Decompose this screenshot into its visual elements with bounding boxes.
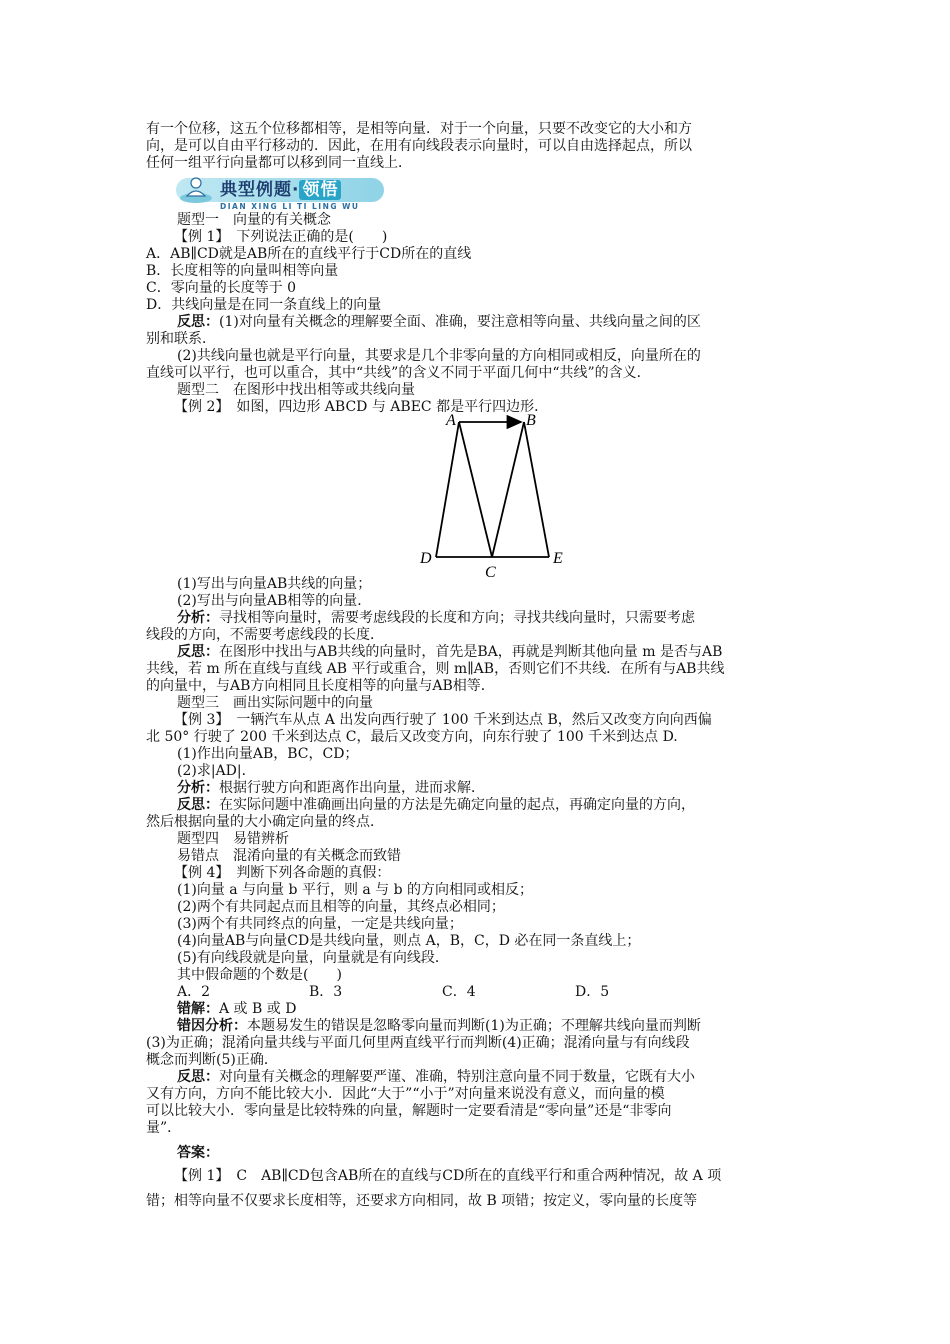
reflection-text: (1)对向量有关概念的理解要全面、准确，要注意相等向量、共线向量之间的区 — [219, 314, 701, 330]
t4-reflection-cont-3: 量”． — [146, 1120, 182, 1136]
banner-subtitle: DIAN XING LI TI LING WU — [220, 202, 360, 211]
analysis-text: 寻找相等向量时，需要考虑线段的长度和方向；寻找共线向量时，只需要考虑 — [219, 610, 695, 626]
reflection-label: 反思： — [177, 1069, 219, 1085]
t4-error-cause-cont-1: (3)为正确；混淆向量共线与平面几何里两直线平行而判断(4)正确；混淆向量与有向线段 — [146, 1035, 690, 1051]
point-d-label: D — [420, 550, 432, 567]
t1-heading: 题型一 向量的有关概念 — [177, 212, 331, 228]
example-4: 【例 4】 判断下列各命题的真假： — [174, 865, 391, 881]
error-cause-text: 本题易发生的错误是忽略零向量而判断(1)为正确；不理解共线向量而判断 — [247, 1018, 701, 1034]
example-2-question-2: (2)写出与向量AB相等的向量． — [177, 593, 372, 609]
reading-figure-icon — [178, 174, 214, 204]
reflection-label: 反思： — [177, 797, 219, 813]
example-3-question-2: (2)求|AD|． — [177, 763, 256, 779]
choice-d: D．5 — [575, 984, 610, 1000]
example-4-item-4: (4)向量AB与向量CD是共线向量，则点 A，B，C，D 必在同一条直线上； — [177, 933, 641, 949]
segment-be — [524, 422, 549, 557]
segment-ad — [436, 422, 459, 557]
intro-line-3: 任何一组平行向量都可以移到同一直线上． — [146, 155, 412, 171]
t2-heading: 题型二 在图形中找出相等或共线向量 — [177, 382, 415, 398]
t4-error-cause — [177, 1018, 810, 1035]
t1-reflection-2: (2)共线向量也就是平行向量，其要求是几个非零向量的方向相同或相反，向量所在的 — [177, 348, 701, 364]
t2-analysis — [177, 610, 810, 627]
point-b-label: B — [526, 412, 536, 429]
example-4-item-1: (1)向量 a 与向量 b 平行，则 a 与 b 的方向相同或相反； — [177, 882, 534, 898]
example-1: 【例 1】 下列说法正确的是( ) — [174, 229, 388, 245]
t4-heading: 题型四 易错辨析 — [177, 831, 289, 847]
segment-ac — [459, 422, 492, 557]
analysis-label: 分析： — [177, 610, 219, 626]
t2-reflection-cont-1: 共线，若 m 所在直线与直线 AB 平行或重合，则 m∥AB，否则它们不共线．在所有与AB共线 — [146, 661, 725, 677]
point-a-label: A — [446, 412, 456, 429]
t4-wrong-answer — [177, 1001, 810, 1018]
t2-reflection-cont-2: 的向量中，与AB方向相同且长度相等的向量与AB相等． — [146, 678, 495, 694]
t2-analysis-cont: 线段的方向，不需要考虑线段的长度． — [146, 627, 384, 643]
wrong-answer-text: A 或 B 或 D — [219, 1001, 297, 1017]
example-3-cont: 北 50° 行驶了 200 千米到达点 C，最后又改变方向，向东行驶了 100 千米到达点 D. — [146, 729, 678, 745]
t4-subheading: 易错点 混淆向量的有关概念而致错 — [177, 848, 401, 864]
example-4-item-5: (5)有向线段就是向量，向量就是有向线段． — [177, 950, 449, 966]
reflection-label: 反思： — [177, 314, 219, 330]
answer-example-1-cont: 错；相等向量不仅要求长度相等，还要求方向相同，故 B 项错；按定义，零向量的长度等 — [146, 1193, 698, 1209]
intro-line-1: 有一个位移，这五个位移都相等，是相等向量．对于一个向量，只要不改变它的大小和方 — [146, 121, 692, 137]
t1-reflection-cont: 别和联系． — [146, 331, 216, 347]
t3-heading: 题型三 画出实际问题中的向量 — [177, 695, 373, 711]
answer-example-1: 【例 1】 C AB∥CD包含AB所在的直线与CD所在的直线平行和重合两种情况，故 A 项 — [174, 1168, 722, 1184]
t1-reflection — [177, 314, 810, 331]
intro-line-2: 向，是可以自由平行移动的．因此，在用有向线段表示向量时，可以自由选择起点，所以 — [146, 138, 692, 154]
choice-b: B．3 — [309, 984, 343, 1000]
example-1-option-a: A．AB∥CD就是AB所在的直线平行于CD所在的直线 — [146, 246, 472, 262]
reflection-text: 在图形中找出与AB共线的向量时，首先是BA，再就是判断其他向量 m 是否与AB — [219, 644, 723, 660]
example-1-option-b: B．长度相等的向量叫相等向量 — [146, 263, 339, 279]
example-3-question-1: (1)作出向量AB，BC，CD； — [177, 746, 359, 762]
banner-title-highlight: 领悟 — [299, 180, 341, 200]
choice-a: A．2 — [177, 984, 211, 1000]
banner-title-main: 典型例题· — [220, 180, 300, 200]
example-3: 【例 3】 一辆汽车从点 A 出发向西行驶了 100 千米到达点 B，然后又改变方向向西偏 — [174, 712, 712, 728]
parallelogram-figure — [410, 410, 580, 585]
example-2-question-1: (1)写出与向量AB共线的向量； — [177, 576, 372, 592]
example-1-option-d: D．共线向量是在同一条直线上的向量 — [146, 297, 382, 313]
analysis-text: 根据行驶方向和距离作出向量，进而求解． — [219, 780, 485, 796]
t3-analysis — [177, 780, 810, 797]
analysis-label: 分析： — [177, 780, 219, 796]
t4-reflection-cont-1: 又有方向，方向不能比较大小．因此“大于”“小于”对向量来说没有意义，而向量的模 — [146, 1086, 665, 1102]
segment-bc — [492, 422, 524, 557]
t4-error-cause-cont-2: 概念而判断(5)正确． — [146, 1052, 278, 1068]
t1-reflection-2-cont: 直线可以平行，也可以重合，其中“共线”的含义不同于平面几何中“共线”的含义． — [146, 365, 651, 381]
t4-reflection-cont-2: 可以比较大小．零向量是比较特殊的向量，解题时一定要看清是“零向量”还是“非零向 — [146, 1103, 672, 1119]
t2-reflection — [177, 644, 810, 661]
point-c-label: C — [485, 564, 496, 581]
example-4-item-3: (3)两个有共同终点的向量，一定是共线向量； — [177, 916, 463, 932]
answers-label: 答案： — [177, 1145, 219, 1161]
reflection-label: 反思： — [177, 644, 219, 660]
reflection-text: 在实际问题中准确画出向量的方法是先确定向量的起点，再确定向量的方向， — [219, 797, 695, 813]
t4-reflection — [177, 1069, 810, 1086]
example-2: 【例 2】 如图，四边形 ABCD 与 ABEC 都是平行四边形． — [174, 399, 549, 415]
wrong-answer-label: 错解： — [177, 1001, 219, 1017]
example-4-item-2: (2)两个有共同起点而且相等的向量，其终点必相同； — [177, 899, 505, 915]
reflection-text: 对向量有关概念的理解要严谨、准确，特别注意向量不同于数量，它既有大小 — [219, 1069, 695, 1085]
choice-c: C．4 — [442, 984, 476, 1000]
error-cause-label: 错因分析： — [177, 1018, 247, 1034]
point-e-label: E — [553, 550, 563, 567]
t3-reflection-cont: 然后根据向量的大小确定向量的终点． — [146, 814, 384, 830]
banner-title — [220, 178, 341, 202]
t3-reflection — [177, 797, 810, 814]
example-4-question: 其中假命题的个数是( ) — [177, 967, 342, 983]
example-1-option-c: C．零向量的长度等于 0 — [146, 280, 297, 296]
section-banner — [176, 174, 386, 214]
